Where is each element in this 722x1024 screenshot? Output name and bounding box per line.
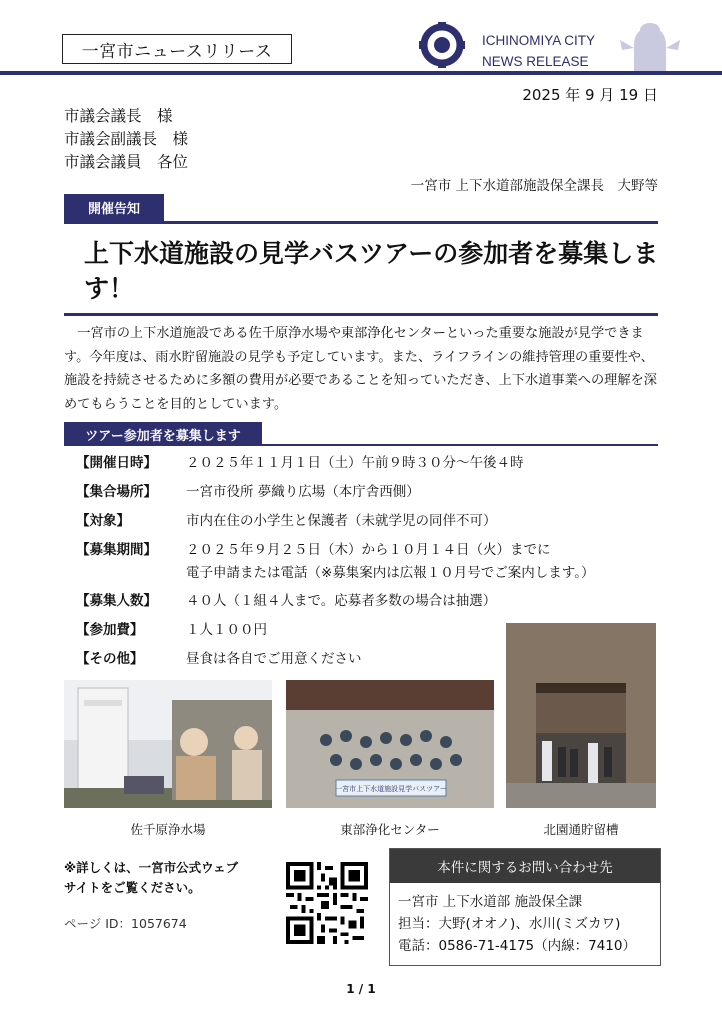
detail-row-target	[76, 510, 497, 533]
section-heading: ツアー参加者を募集します	[64, 422, 262, 446]
intro-paragraph: 一宮市の上下水道施設である佐千原浄水場や東部浄化センターといった重要な施設が見学できます。今年度は、雨水貯留施設の見学も予定しています。また、ライフラインの維持管理の重要性や、施設を持続させるために多額の費用が必要であることを知っていただき、上下水道事業への理解を深めてもらうことを目的としています。	[64, 326, 657, 412]
note-line: サイトをご覧ください。	[64, 880, 201, 895]
contact-phone: 電話：0586-71-4175（内線：7410）	[398, 938, 636, 954]
contact-person: 担当：大野(オオノ)、水川(ミズカワ)	[398, 916, 621, 932]
photo-caption: 北園通貯留槽	[543, 822, 619, 837]
page-title: 上下水道施設の見学バスツアーの参加者を募集します！	[84, 239, 659, 303]
detail-value: 市内在住の小学生と保護者（未就学児の同伴不可）	[186, 513, 497, 529]
page-id: ページ ID：1057674	[64, 916, 187, 931]
addressee: 市議会議長 様	[64, 107, 173, 125]
header-divider	[0, 71, 722, 75]
title-rule-top	[64, 221, 658, 224]
website-note	[64, 858, 238, 898]
sender: 一宮市 上下水道部施設保全課長 大野等	[410, 178, 658, 194]
city-emblem-icon	[417, 20, 467, 70]
detail-key: 【参加費】	[76, 622, 144, 638]
contact-body	[398, 891, 636, 957]
detail-row-date	[76, 452, 524, 475]
contact-heading: 本件に関するお問い合わせ先	[390, 849, 660, 883]
detail-row-place	[76, 481, 420, 504]
photo-banner-text: 一宮市上下水道施設見学バスツアー	[335, 785, 447, 793]
contact-box	[389, 848, 661, 966]
page-number: 1 / 1	[346, 982, 376, 996]
detail-value: ２０２５年９月２５日（木）から１０月１４日（火）までに 電子申請または電話（※募集案内は広報１０月号でご案内します。）	[186, 542, 595, 581]
detail-key: 【開催日時】	[76, 455, 157, 471]
detail-key: 【対象】	[76, 513, 130, 529]
photo-caption: 東部浄化センター	[340, 822, 440, 837]
detail-key: 【募集期間】	[76, 542, 157, 558]
city-en-line1: ICHINOMIYA CITY	[482, 33, 596, 48]
detail-key: 【募集人数】	[76, 593, 157, 609]
addressee-list	[64, 105, 188, 174]
photo-storage-tank	[506, 623, 656, 808]
mascot-icon	[612, 18, 688, 74]
addressee: 市議会議員 各位	[64, 153, 189, 171]
detail-key: 【その他】	[76, 651, 144, 667]
detail-value: ２０２５年１１月１日（土）午前９時３０分～午後４時	[186, 455, 524, 471]
photo-purification-plant	[64, 680, 272, 808]
detail-value: 一宮市役所 夢織り広場（本庁舎西側）	[186, 484, 420, 500]
release-date: 2025 年 9 月 19 日	[522, 86, 658, 104]
detail-row-period	[76, 539, 594, 585]
photo-caption: 佐千原浄水場	[130, 822, 206, 837]
detail-value: 昼食は各自でご用意ください	[186, 651, 362, 667]
photo-east-treatment-center	[286, 680, 494, 808]
detail-value: ４０人（１組４人まで。応募者多数の場合は抽選）	[186, 593, 497, 609]
news-release-label: 一宮市ニュースリリース	[62, 34, 292, 64]
detail-key: 【集合場所】	[76, 484, 157, 500]
section-rule	[64, 444, 658, 446]
contact-department: 一宮市 上下水道部 施設保全課	[398, 894, 583, 910]
announcement-tag: 開催告知	[64, 194, 164, 221]
addressee: 市議会副議長 様	[64, 130, 189, 148]
detail-row-capacity	[76, 590, 496, 613]
note-line: ※詳しくは、一宮市公式ウェブ	[64, 860, 239, 875]
title-rule-bottom	[64, 313, 658, 316]
detail-value: １人１００円	[186, 622, 267, 638]
qr-code-icon[interactable]	[286, 862, 368, 944]
city-en-line2: NEWS RELEASE	[482, 54, 589, 69]
detail-row-other	[76, 648, 362, 671]
city-english-name	[482, 30, 595, 72]
detail-row-fee	[76, 619, 267, 642]
